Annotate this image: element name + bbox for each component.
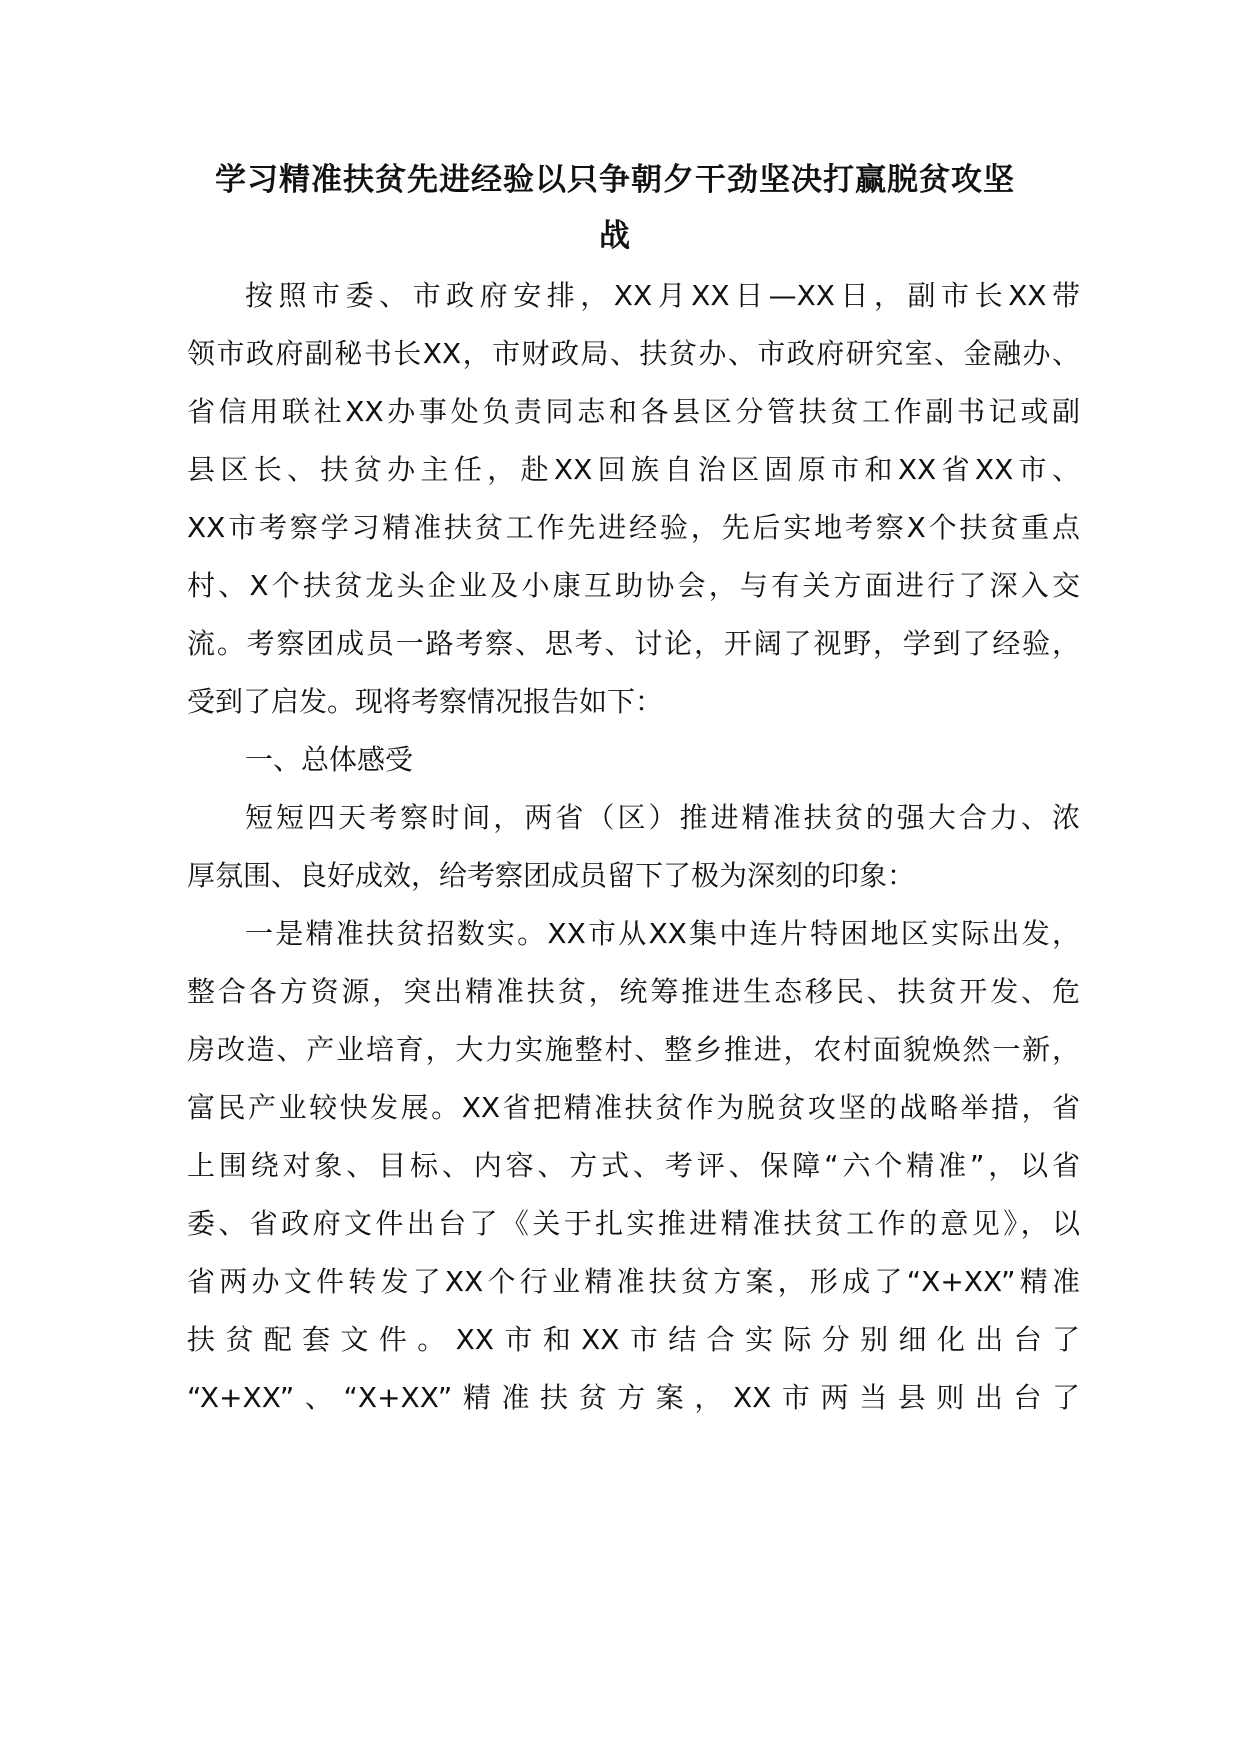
paragraph-line: 短短四天考察时间，两省（区）推进精准扶贫的强大合力、浓 (245, 801, 1080, 834)
paragraph-line: “X+XX”、“X+XX”精准扶贫方案，XX市两当县则出台了 (187, 1381, 1080, 1414)
paragraph-line: 领市政府副秘书长XX，市财政局、扶贫办、市政府研究室、金融办、 (187, 337, 1080, 370)
section-heading: 一、总体感受 (245, 743, 414, 776)
paragraph-line: 一是精准扶贫招数实。XX市从XX集中连片特困地区实际出发， (245, 917, 1080, 950)
paragraph-line: 按照市委、市政府安排，XX月XX日—XX日，副市长XX带 (245, 279, 1080, 312)
paragraph-line: 受到了启发。现将考察情况报告如下： (187, 685, 664, 718)
paragraph-line: 富民产业较快发展。XX省把精准扶贫作为脱贫攻坚的战略举措，省 (187, 1091, 1080, 1124)
paragraph-line: 整合各方资源，突出精准扶贫，统筹推进生态移民、扶贫开发、危 (187, 975, 1080, 1008)
paragraph-line: 委、省政府文件出台了《关于扎实推进精准扶贫工作的意见》，以 (187, 1207, 1080, 1240)
document-title-line-2: 战 (599, 218, 631, 254)
paragraph-line: 县区长、扶贫办主任，赴XX回族自治区固原市和XX省XX市、 (187, 453, 1080, 486)
paragraph-line: 流。考察团成员一路考察、思考、讨论，开阔了视野，学到了经验， (187, 627, 1080, 660)
paragraph-line: 厚氛围、良好成效，给考察团成员留下了极为深刻的印象： (187, 859, 916, 892)
paragraph-line: 房改造、产业培育，大力实施整村、整乡推进，农村面貌焕然一新， (187, 1033, 1080, 1066)
paragraph-line: 上围绕对象、目标、内容、方式、考评、保障“六个精准”，以省 (187, 1149, 1080, 1182)
document-title-line-1: 学习精准扶贫先进经验以只争朝夕干劲坚决打赢脱贫攻坚 (215, 162, 1015, 198)
paragraph-line: 扶贫配套文件。XX市和XX市结合实际分别细化出台了 (187, 1323, 1080, 1356)
paragraph-line: 村、X个扶贫龙头企业及小康互助协会，与有关方面进行了深入交 (187, 569, 1080, 602)
paragraph-line: 省信用联社XX办事处负责同志和各县区分管扶贫工作副书记或副 (187, 395, 1080, 428)
paragraph-line: XX市考察学习精准扶贫工作先进经验，先后实地考察X个扶贫重点 (187, 511, 1080, 544)
paragraph-line: 省两办文件转发了XX个行业精准扶贫方案，形成了“X+XX”精准 (187, 1265, 1080, 1298)
